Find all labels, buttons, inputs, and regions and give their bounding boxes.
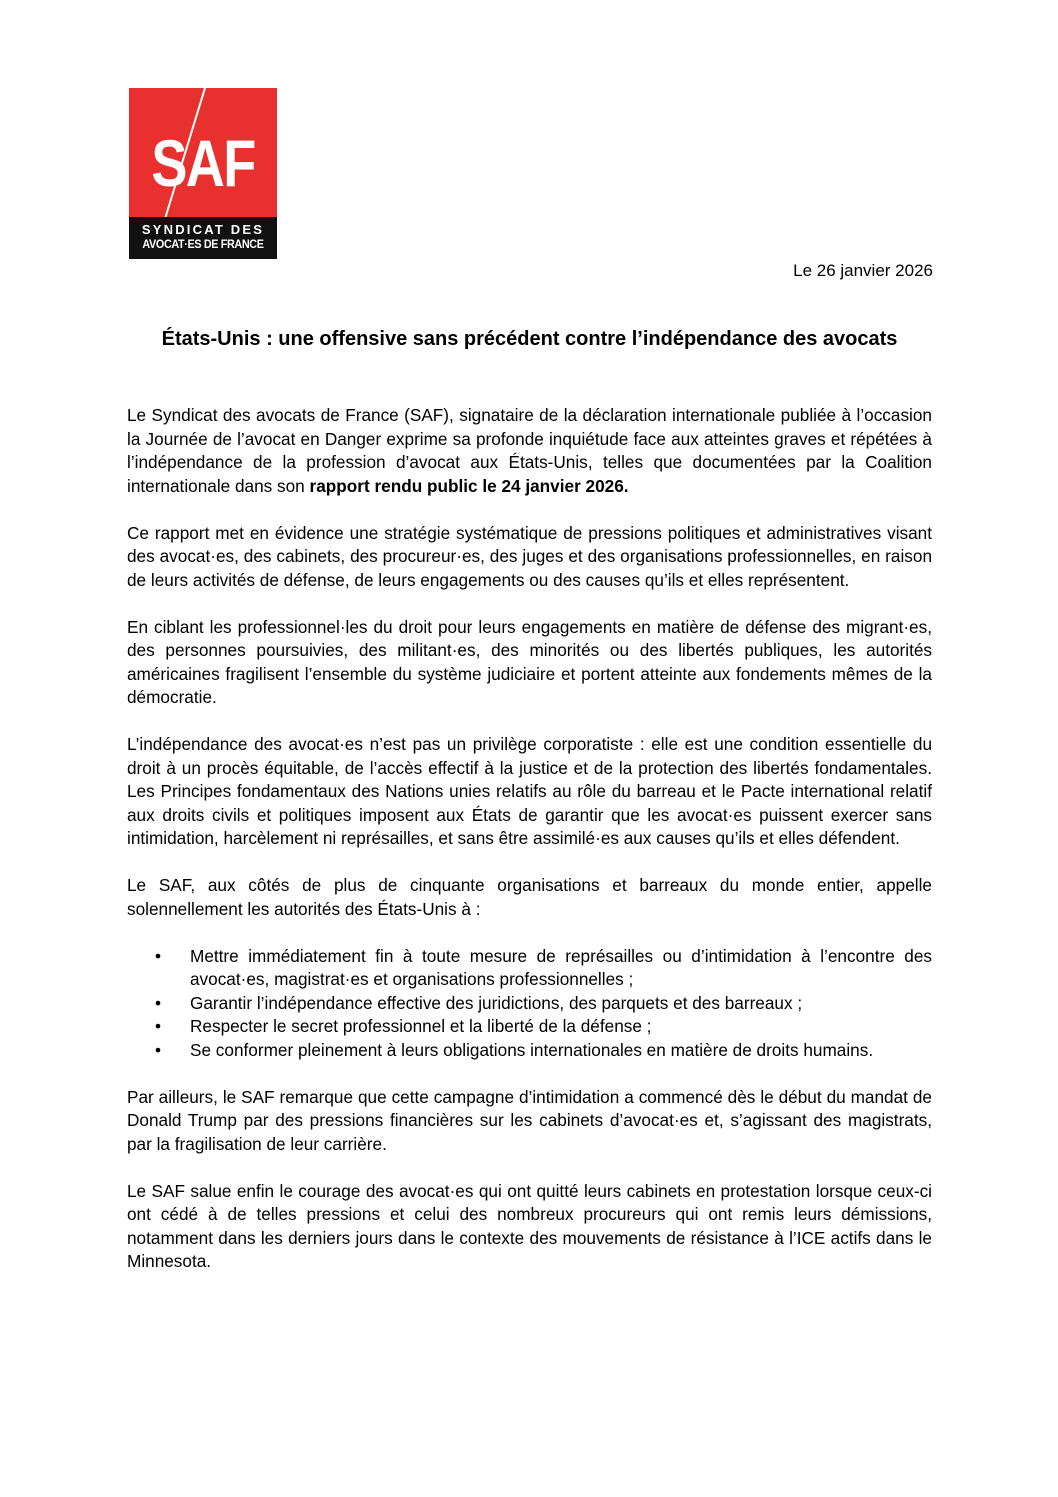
paragraph: Ce rapport met en évidence une stratégie systématique de pressions politiques et administratives visant des avocat·es, des cabinets, des procureur·es, des juges et des organisations professionnelles, en raison de leurs activités de défense, de leurs engagements ou des causes qu’ils et elles représentent. [127, 522, 932, 590]
paragraph-intro-text: Le Syndicat des avocats de France (SAF), signataire de la déclaration internationale publiée à l’occasion la Journée de l’avocat en Danger exprime sa profonde inquiétude face aux atteintes graves et répétées à l’indépendance de la profession d’avocat aux États-Unis, telles que documentées par la Coalition internationale dans son [127, 405, 932, 496]
logo-red-block [129, 88, 277, 217]
document-title: États-Unis : une offensive sans précédent contre l’indépendance des avocats [161, 328, 898, 350]
paragraph: L’indépendance des avocat·es n’est pas un privilège corporatiste : elle est une condition essentielle du droit à un procès équitable, de l’accès effectif à la justice et de la protection des libertés fondamentales. Les Principes fondamentaux des Nations unies relatifs au rôle du barreau et le Pacte international relatif aux droits civils et politiques imposent aux États de garantir que les avocat·es puissent exercer sans intimidation, harcèlement ni représailles, et sans être assimilé·es aux causes qu’ils et elles défendent. [127, 734, 932, 848]
list-item-text: Se conformer pleinement à leurs obligations internationales en matière de droits humains. [190, 1039, 874, 1060]
logo-letters: SAF [151, 126, 255, 200]
paragraph: En ciblant les professionnel·les du droit pour leurs engagements en matière de défense des migrant·es, des personnes poursuivies, des militant·es, des minorités ou des libertés publiques, les autorités américaines fragilisent l’ensemble du système judiciaire et portent atteinte aux fondements mêmes de la démocratie. [127, 616, 932, 707]
paragraph-intro [127, 404, 932, 498]
list-item [155, 945, 932, 992]
list-item-text: Garantir l’indépendance effective des juridictions, des parquets et des barreaux ; [190, 992, 803, 1013]
list-item-text: Mettre immédiatement fin à toute mesure de représailles ou d’intimidation à l’encontre des avocat·es, magistrat·es et organisations professionnelles ; [190, 945, 932, 989]
bullet-icon: • [155, 1039, 162, 1060]
paragraph-call: Le SAF, aux côtés de plus de cinquante organisations et barreaux du monde entier, appelle solennellement les autorités des États-Unis à : [127, 875, 932, 919]
bullet-icon: • [155, 1016, 162, 1036]
report-reference: rapport rendu public le 24 janvier 2026. [309, 475, 629, 496]
logo-line-2: AVOCAT·ES DE FRANCE [142, 237, 264, 251]
bullet-icon: • [155, 945, 162, 966]
demands-list [127, 945, 932, 1063]
logo-black-block [129, 217, 277, 259]
logo-line-1: SYNDICAT DES [141, 222, 265, 237]
bullet-icon: • [155, 992, 162, 1013]
list-item-text: Respecter le secret professionnel et la liberté de la défense ; [190, 1016, 652, 1036]
paragraph: Par ailleurs, le SAF remarque que cette campagne d’intimidation a commencé dès le début du mandat de Donald Trump par des pressions financières sur les cabinets d’avocat·es et, s’agissant des magistrats, par la fragilisation de leur carrière. [127, 1086, 932, 1154]
document-date: Le 26 janvier 2026 [793, 261, 933, 280]
document-body [127, 404, 932, 1297]
paragraph: Le SAF salue enfin le courage des avocat·es qui ont quitté leurs cabinets en protestation lorsque ceux-ci ont cédé à de telles pressions et celui des nombreux procureurs qui ont remis leurs démissions, notamment dans les derniers jours dans le contexte des mouvements de résistance à l’ICE actifs dans le Minnesota. [127, 1180, 932, 1271]
list-item [155, 1039, 932, 1063]
list-item [155, 992, 932, 1016]
saf-logo [129, 88, 277, 259]
list-item [155, 1015, 932, 1039]
